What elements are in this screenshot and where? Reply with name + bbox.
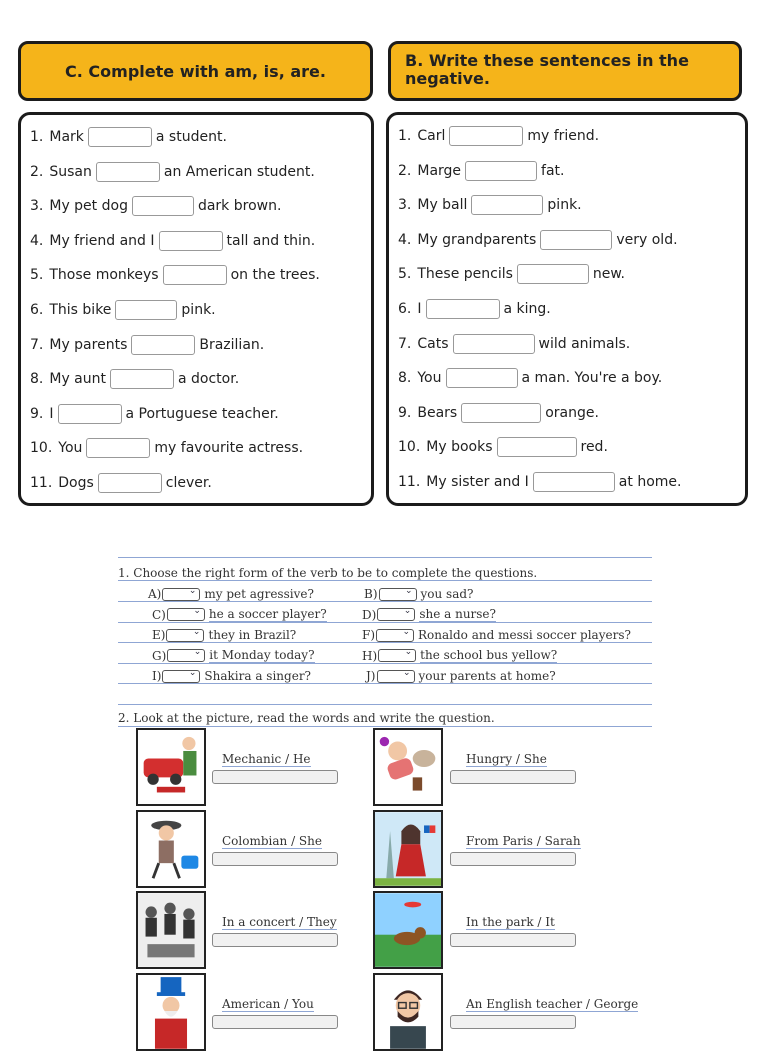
- answer-blank[interactable]: [517, 264, 589, 284]
- answer-blank[interactable]: [449, 126, 523, 146]
- exercise-line: [30, 194, 281, 218]
- question-letter: J): [366, 669, 376, 683]
- mechanic-picture: [136, 728, 206, 806]
- sentence-start: My aunt: [49, 371, 106, 388]
- question-letter: E): [152, 628, 166, 642]
- item-number: 10.: [30, 440, 53, 457]
- sentence-end: a Portuguese teacher.: [125, 405, 279, 422]
- item-number: 4.: [398, 231, 412, 248]
- exercise-line: [398, 193, 582, 217]
- item-number: 8.: [30, 371, 44, 388]
- chevron-down-icon: ⌄: [193, 606, 201, 616]
- exercise-line: [398, 159, 564, 183]
- exercise-line: [398, 366, 662, 390]
- exercise-line: [30, 125, 227, 149]
- question-text: he a soccer player?: [208, 607, 327, 621]
- sentence-start: You: [58, 440, 83, 457]
- sentence-end: tall and thin.: [226, 232, 316, 249]
- exercise-line: [398, 332, 630, 356]
- sentence-start: Those monkeys: [49, 267, 159, 284]
- answer-blank[interactable]: [426, 299, 500, 319]
- exercise-line: [398, 401, 599, 425]
- exercise-line: [398, 297, 551, 321]
- answer-input[interactable]: [212, 1015, 338, 1029]
- answer-input[interactable]: [450, 852, 576, 866]
- sentence-start: I: [49, 405, 54, 422]
- exercise-line: [398, 262, 625, 286]
- sentence-end: on the trees.: [230, 267, 320, 284]
- answer-blank[interactable]: [110, 369, 174, 389]
- sentence-end: a king.: [503, 301, 551, 317]
- answer-input[interactable]: [450, 770, 576, 784]
- sentence-end: pink.: [547, 197, 582, 214]
- exercise-line: [30, 298, 216, 322]
- ruled-line: [118, 580, 652, 581]
- section-c-header: [18, 41, 373, 101]
- exercise-line: [30, 471, 212, 495]
- sentence-start: This bike: [49, 302, 112, 318]
- section-b-title: B. Write these sentences in the negative.: [405, 51, 689, 88]
- answer-blank[interactable]: [115, 300, 177, 320]
- exercise-line: [398, 470, 681, 494]
- item-number: 8.: [398, 370, 412, 387]
- question-text: you sad?: [420, 586, 474, 601]
- answer-blank[interactable]: [159, 231, 223, 251]
- chevron-down-icon: ⌄: [188, 667, 197, 678]
- teacher-picture: [373, 973, 443, 1051]
- item-number: 7.: [30, 336, 44, 353]
- answer-input[interactable]: [450, 1015, 576, 1029]
- picture-prompt: In a concert / They: [222, 915, 337, 929]
- question-line: [148, 586, 314, 602]
- sentence-end: wild animals.: [538, 335, 631, 352]
- section-c-title: C. Complete with am, is, are.: [65, 61, 326, 81]
- ruled-line: [118, 704, 652, 705]
- sentence-end: very old.: [616, 231, 678, 248]
- answer-blank[interactable]: [540, 230, 612, 250]
- item-number: 6.: [30, 302, 44, 318]
- answer-blank[interactable]: [465, 161, 537, 181]
- sentence-start: Carl: [417, 128, 446, 144]
- chevron-down-icon: ⌄: [402, 667, 411, 678]
- verb-dropdown[interactable]: [167, 649, 205, 662]
- answer-blank[interactable]: [497, 437, 577, 457]
- item-number: 2.: [398, 162, 412, 179]
- sentence-end: at home.: [618, 474, 682, 490]
- question-line: [152, 607, 327, 623]
- question-text: the school bus yellow?: [420, 648, 558, 662]
- question-text: Ronaldo and messi soccer players?: [418, 627, 631, 642]
- hungry-girl-picture: [373, 728, 443, 806]
- exercise-line: [30, 160, 315, 184]
- sentence-end: a student.: [155, 129, 227, 145]
- sentence-start: Marge: [417, 162, 462, 179]
- chevron-down-icon: ⌄: [192, 626, 201, 637]
- sentence-end: red.: [580, 439, 608, 456]
- traveler-picture: [136, 810, 206, 888]
- question-line: [152, 627, 296, 643]
- item-number: 11.: [30, 475, 53, 491]
- sentence-start: My sister and I: [426, 474, 529, 490]
- sentence-start: You: [417, 370, 442, 387]
- answer-blank[interactable]: [471, 195, 543, 215]
- question-line: [362, 607, 496, 623]
- sentence-end: orange.: [545, 404, 599, 421]
- answer-blank[interactable]: [163, 265, 227, 285]
- answer-blank[interactable]: [88, 127, 152, 147]
- exercise-line: [30, 436, 303, 460]
- sentence-start: My parents: [49, 336, 128, 353]
- question-line: [152, 668, 311, 684]
- sentence-start: Susan: [49, 163, 92, 180]
- answer-blank[interactable]: [131, 335, 195, 355]
- answer-blank[interactable]: [132, 196, 194, 216]
- question-letter: I): [152, 669, 162, 683]
- question-letter: G): [152, 648, 167, 663]
- sentence-end: a doctor.: [178, 371, 240, 388]
- question-letter: H): [362, 648, 378, 663]
- picture-prompt: An English teacher / George: [466, 997, 639, 1011]
- answer-input[interactable]: [212, 933, 338, 947]
- picture-prompt: From Paris / Sarah: [466, 834, 581, 848]
- sentence-start: My friend and I: [49, 232, 155, 249]
- answer-blank[interactable]: [533, 472, 615, 492]
- chevron-down-icon: ⌄: [403, 606, 412, 616]
- sentence-end: my friend.: [527, 128, 600, 144]
- exercise-line: [30, 263, 320, 287]
- uncle-sam-picture: [136, 973, 206, 1051]
- item-number: 7.: [398, 335, 412, 352]
- verb-dropdown[interactable]: [162, 585, 200, 601]
- chevron-down-icon: ⌄: [188, 585, 197, 596]
- exercise-line: [30, 402, 279, 426]
- item-number: 2.: [30, 163, 44, 180]
- sentence-end: fat.: [541, 162, 565, 179]
- answer-input[interactable]: [212, 770, 338, 784]
- answer-blank[interactable]: [453, 334, 535, 354]
- question-letter: C): [152, 607, 166, 622]
- question-letter: B): [364, 587, 378, 601]
- answer-blank[interactable]: [461, 403, 541, 423]
- section-b-header: [388, 41, 742, 101]
- item-number: 1.: [30, 129, 44, 145]
- item-number: 3.: [30, 198, 44, 215]
- verb-dropdown[interactable]: [166, 626, 204, 642]
- sentence-end: my favourite actress.: [154, 440, 304, 457]
- sentence-start: These pencils: [417, 266, 513, 283]
- question-text: Shakira a singer?: [204, 668, 311, 683]
- sentence-end: a man. You're a boy.: [521, 370, 663, 387]
- question-line: [364, 586, 473, 602]
- question-letter: D): [362, 607, 377, 622]
- exercise-1-title: 1. Choose the right form of the verb to be to complete the questions.: [118, 566, 538, 580]
- item-number: 5.: [30, 267, 44, 284]
- chevron-down-icon: ⌄: [404, 585, 413, 596]
- sentence-end: pink.: [181, 302, 216, 318]
- exercise-line: [398, 228, 678, 252]
- picture-prompt: Hungry / She: [466, 752, 547, 766]
- item-number: 5.: [398, 266, 412, 283]
- answer-blank[interactable]: [96, 162, 160, 182]
- exercise-line: [30, 229, 315, 253]
- item-number: 4.: [30, 232, 44, 249]
- verb-dropdown[interactable]: [377, 667, 415, 683]
- sentence-end: new.: [592, 266, 626, 283]
- question-letter: F): [362, 628, 376, 642]
- chevron-down-icon: ⌄: [402, 626, 411, 637]
- exercise-line: [30, 367, 239, 391]
- sentence-start: My pet dog: [49, 198, 128, 215]
- item-number: 3.: [398, 197, 412, 214]
- chevron-down-icon: ⌄: [193, 647, 202, 657]
- verb-dropdown[interactable]: [376, 626, 414, 642]
- item-number: 10.: [398, 439, 421, 456]
- sentence-start: My grandparents: [417, 231, 537, 248]
- item-number: 9.: [30, 405, 44, 422]
- sentence-start: Dogs: [58, 475, 94, 491]
- item-number: 11.: [398, 474, 421, 490]
- sentence-start: My ball: [417, 197, 468, 214]
- question-text: my pet agressive?: [204, 586, 314, 601]
- picture-prompt: Colombian / She: [222, 834, 322, 848]
- question-line: [362, 627, 631, 643]
- question-text: it Monday today?: [209, 648, 315, 662]
- sentence-start: Bears: [417, 404, 458, 421]
- sentence-end: Brazilian.: [199, 336, 265, 353]
- question-text: your parents at home?: [418, 668, 556, 683]
- verb-dropdown[interactable]: [167, 608, 205, 621]
- exercise-line: [398, 435, 608, 459]
- sentence-start: Mark: [49, 129, 84, 145]
- sentence-end: an American student.: [163, 163, 315, 180]
- question-letter: A): [148, 587, 162, 601]
- sentence-end: dark brown.: [197, 198, 282, 215]
- item-number: 9.: [398, 404, 412, 421]
- answer-blank[interactable]: [446, 368, 518, 388]
- answer-blank[interactable]: [98, 473, 162, 493]
- question-line: [152, 648, 315, 664]
- dog-park-picture: [373, 891, 443, 969]
- question-line: [362, 648, 557, 664]
- answer-input[interactable]: [212, 852, 338, 866]
- sentence-end: clever.: [165, 475, 212, 491]
- answer-blank[interactable]: [86, 438, 150, 458]
- question-text: they in Brazil?: [208, 627, 297, 642]
- picture-prompt: In the park / It: [466, 915, 555, 929]
- question-line: [366, 668, 556, 684]
- verb-dropdown[interactable]: [379, 585, 417, 601]
- verb-dropdown[interactable]: [162, 667, 200, 683]
- sentence-start: I: [417, 301, 422, 317]
- concert-picture: [136, 891, 206, 969]
- paris-girl-picture: [373, 810, 443, 888]
- ruled-line: [118, 557, 652, 558]
- picture-prompt: Mechanic / He: [222, 752, 311, 766]
- chevron-down-icon: ⌄: [404, 647, 413, 657]
- question-text: she a nurse?: [419, 607, 496, 621]
- exercise-line: [398, 124, 599, 148]
- exercise-2-title: 2. Look at the picture, read the words and write the question.: [118, 711, 495, 725]
- answer-blank[interactable]: [58, 404, 122, 424]
- exercise-line: [30, 333, 264, 357]
- item-number: 6.: [398, 301, 412, 317]
- answer-input[interactable]: [450, 933, 576, 947]
- verb-dropdown[interactable]: [378, 649, 416, 662]
- sentence-start: Cats: [417, 335, 449, 352]
- item-number: 1.: [398, 128, 412, 144]
- verb-dropdown[interactable]: [377, 608, 415, 621]
- picture-prompt: American / You: [222, 997, 314, 1011]
- sentence-start: My books: [426, 439, 493, 456]
- ruled-line: [118, 726, 652, 727]
